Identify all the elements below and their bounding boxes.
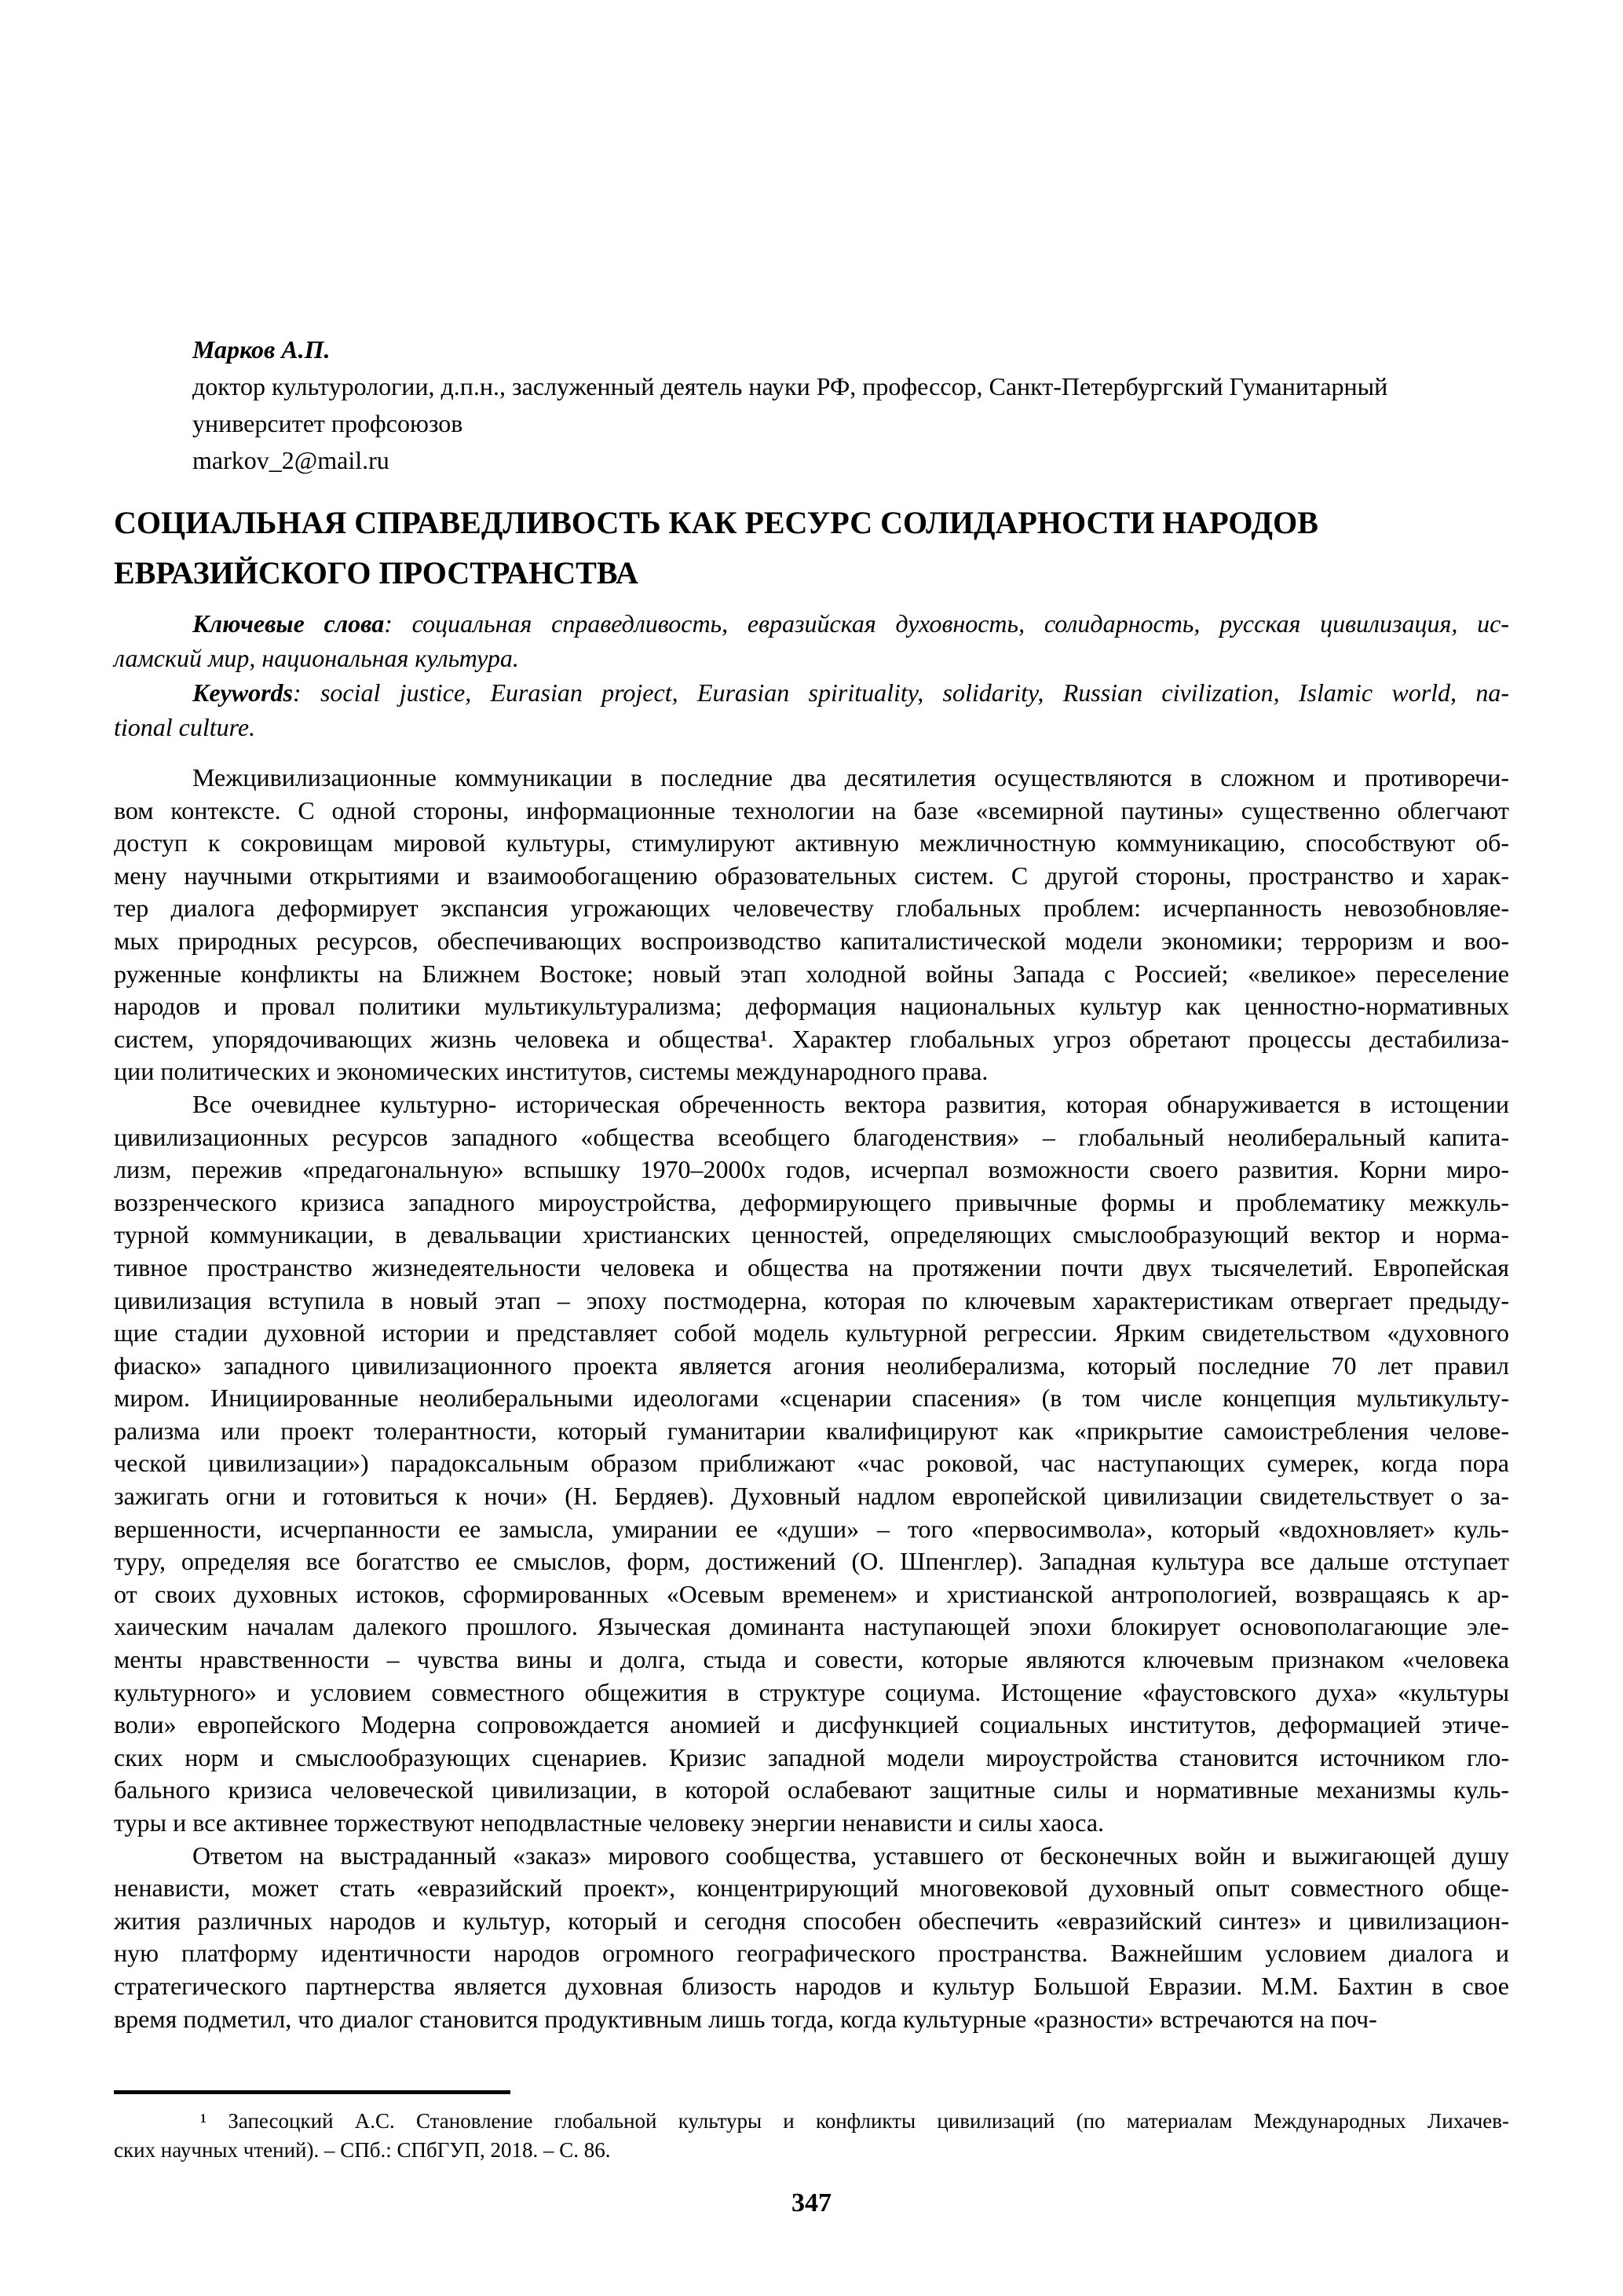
text-line: турной коммуникации, в девальвации христианских ценностей, определяющих смыслообразующий вектор и норма-	[114, 1220, 1509, 1249]
text-line: фиаско» западного цивилизационного проекта является агония неолиберализма, который последние 70 лет правил	[114, 1351, 1509, 1380]
keywords-en-line-1	[114, 675, 1509, 710]
keywords-en-label: Keywords	[192, 678, 293, 707]
keywords-en-text: : social justice, Eurasian project, Eurasian spirituality, solidarity, Russian civilization, Islamic world, na-	[293, 678, 1509, 707]
title-line: СОЦИАЛЬНАЯ СПРАВЕДЛИВОСТЬ КАК РЕСУРС СОЛИДАРНОСТИ НАРОДОВ	[114, 505, 1318, 540]
keywords-en-line-2: tional culture.	[114, 713, 256, 741]
footnote	[114, 2107, 1509, 2165]
text-line: от своих духовных истоков, сформированных «Осевым временем» и христианской антропологией, возвращаясь к ар-	[114, 1579, 1509, 1608]
author-name: Марков А.П.	[192, 335, 331, 364]
keywords-en	[114, 675, 1509, 744]
text-line: тивное пространство жизнедеятельности человека и общества на протяжении почти двух тысячелетий. Европейская	[114, 1252, 1509, 1281]
text-line: воли» европейского Модерна сопровождается аномией и дисфункцией социальных институтов, деформацией этиче-	[114, 1710, 1509, 1739]
text-line: вершенности, исчерпанности ее замысла, умирании ее «души» – того «первосимвола», который «вдохновляет» куль-	[114, 1514, 1509, 1543]
affiliation-line: доктор культурологии, д.п.н., заслуженный деятель науки РФ, профессор, Санкт-Петербургский Гуманитарный	[192, 372, 1388, 400]
text-line: Ответом на выстраданный «заказ» мирового сообщества, уставшего от бесконечных войн и выжигающей душу	[192, 1841, 1509, 1870]
paragraph	[114, 1088, 1509, 1840]
keywords-ru-text: : социальная справедливость, евразийская духовность, солидарность, русская цивилизация, ис-	[384, 609, 1510, 638]
keywords-ru	[114, 606, 1509, 675]
text-line: ненависти, может стать «евразийский проект», концентрирующий многовековой духовный опыт совместного обще-	[114, 1874, 1509, 1903]
footnote-line: ¹ Запесоцкий А.С. Становление глобальной культуры и конфликты цивилизаций (по материалам Международных Лихачев-	[200, 2109, 1509, 2133]
text-line: менты нравственности – чувства вины и долга, стыда и совести, которые являются ключевым признаком «человека	[114, 1645, 1509, 1674]
article-body	[114, 762, 1509, 2035]
text-line: руженные конфликты на Ближнем Востоке; новый этап холодной войны Запада с Россией; «великое» переселение	[114, 959, 1509, 988]
author-email: markov_2@mail.ru	[192, 446, 389, 474]
text-line: рализма или проект толерантности, который гуманитарии квалифицируют как «прикрытие самоистребления челове-	[114, 1416, 1509, 1445]
text-line: ских норм и смыслообразующих сценариев. Кризис западной модели мироустройства становится источником гло-	[114, 1742, 1509, 1771]
text-line: вом контексте. С одной стороны, информационные технологии на базе «всемирной паутины» существенно облегчают	[114, 795, 1509, 824]
text-line: щие стадии духовной истории и представляет собой модель культурной регрессии. Ярким свидетельством «духовного	[114, 1318, 1509, 1347]
text-line: цивилизационных ресурсов западного «общества всеобщего благоденствия» – глобальный неолиберальный капита-	[114, 1122, 1509, 1151]
text-line: туру, определяя все богатство ее смыслов, форм, достижений (О. Шпенглер). Западная культура все дальше отступает	[114, 1547, 1509, 1576]
text-line: жития различных народов и культур, который и сегодня способен обеспечить «евразийский синтез» и цивилизацион-	[114, 1906, 1509, 1935]
text-line: мых природных ресурсов, обеспечивающих воспроизводство капиталистической модели экономики; терроризм и воо-	[114, 926, 1509, 955]
text-line: систем, упорядочивающих жизнь человека и общества¹. Характер глобальных угроз обретают процессы дестабилиза-	[114, 1024, 1509, 1053]
text-line: доступ к сокровищам мировой культуры, стимулируют активную межличностную коммуникацию, способствуют об-	[114, 828, 1509, 857]
text-line: миром. Инициированные неолиберальными идеологами «сценарии спасения» (в том числе концепция мультикульту-	[114, 1384, 1509, 1413]
footnote-separator	[114, 2090, 510, 2094]
keywords-ru-label: Ключевые слова	[192, 609, 385, 638]
text-line: ции политических и экономических институтов, системы международного права.	[114, 1057, 989, 1086]
text-line: ную платформу идентичности народов огромного географического пространства. Важнейшим условием диалога и	[114, 1939, 1509, 1968]
text-line: лизм, пережив «предагональную» вспышку 1970–2000х годов, исчерпал возможности своего развития. Корни миро-	[114, 1155, 1509, 1184]
author-block	[192, 331, 1509, 479]
text-line: стратегического партнерства является духовная близость народов и культур Большой Евразии. М.М. Бахтин в свое	[114, 1971, 1509, 2000]
footnote-line: ских научных чтений). – СПб.: СПбГУП, 2018. – С. 86.	[114, 2138, 611, 2163]
text-line: Все очевиднее культурно- историческая обреченность вектора развития, которая обнаруживается в истощении	[192, 1089, 1509, 1118]
text-line: туры и все активнее торжествуют неподвластные человеку энергии ненависти и силы хаоса.	[114, 1808, 1105, 1837]
text-line: зажигать огни и готовиться к ночи» (Н. Бердяев). Духовный надлом европейской цивилизации свидетельствует о за-	[114, 1482, 1509, 1511]
paragraph	[114, 762, 1509, 1088]
text-line: тер диалога деформирует экспансия угрожающих человечеству глобальных проблем: исчерпанность невозобновляе-	[114, 894, 1509, 923]
text-line: бального кризиса человеческой цивилизации, в которой ослабевают защитные силы и нормативные механизмы куль-	[114, 1775, 1509, 1804]
text-line: мену научными открытиями и взаимообогащению образовательных систем. С другой стороны, пространство и харак-	[114, 861, 1509, 890]
keywords-ru-line-2: ламский мир, национальная культура.	[114, 644, 519, 672]
page-number: 347	[791, 2188, 832, 2218]
text-line: воззренческого кризиса западного мироустройства, деформирующего привычные формы и проблематику межкуль-	[114, 1187, 1509, 1216]
text-line: цивилизация вступила в новый этап – эпоху постмодерна, которая по ключевым характеристикам отвергает предыду-	[114, 1285, 1509, 1314]
text-line: культурного» и условием совместного общежития в структуре социума. Истощение «фаустовского духа» «культуры	[114, 1677, 1509, 1706]
affiliation-line: университет профсоюзов	[192, 409, 463, 437]
keywords-ru-line-1	[114, 606, 1509, 641]
paragraph	[114, 1840, 1509, 2036]
text-line: время подметил, что диалог становится продуктивным лишь тогда, когда культурные «разности» встречаются на поч-	[114, 2004, 1377, 2033]
text-line: хаическим началам далекого прошлого. Языческая доминанта наступающей эпохи блокирует основополагающие эле-	[114, 1612, 1509, 1641]
text-line: ческой цивилизации») парадоксальным образом приближают «час роковой, час наступающих сумерек, когда пора	[114, 1449, 1509, 1478]
article-title	[114, 498, 1509, 598]
text-line: народов и провал политики мультикультурализма; деформация национальных культур как ценностно-нормативных	[114, 992, 1509, 1021]
text-line: Межцивилизационные коммуникации в последние два десятилетия осуществляются в сложном и противоречи-	[192, 763, 1509, 792]
title-line: ЕВРАЗИЙСКОГО ПРОСТРАНСТВА	[114, 555, 638, 590]
author-affiliation	[192, 368, 1509, 442]
